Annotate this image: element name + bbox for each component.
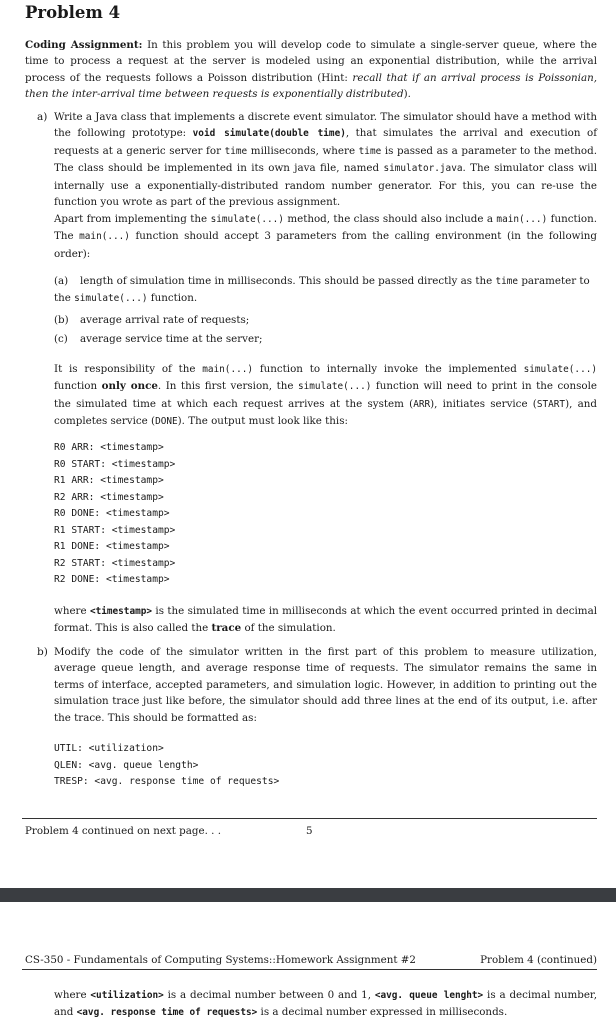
intro-hint: recall that if an arrival process is Poissonian, then the inter-arrival time between requests is exponentially distributed — [25, 71, 598, 101]
trace-line: R2 ARR: <timestamp> — [54, 491, 164, 503]
running-header-right: Problem 4 (continued) — [480, 954, 597, 966]
subitem-b: (b) average arrival rate of requests; — [54, 314, 250, 326]
trace-line: R1 DONE: <timestamp> — [54, 541, 170, 552]
page-separator — [0, 888, 616, 902]
trace-line: R2 START: <timestamp> — [54, 557, 176, 569]
intro-tail: ). — [403, 88, 411, 101]
part-a-paragraph-1: Write a Java class that implements a discrete event simulator. The simulator should have a method with the following prototype: void simulate(double time), that simulates the arrival and execution of requests at a generic server for time milliseconds, where time is passed as a parameter to the method. The class should be implemented in its own java file, named simulator.java. The simulator class will internally use a exponentially-distributed random number generator. For this, you can re-use the function you wrote as part of the previous assignment. — [54, 111, 598, 209]
continued-note: Problem 4 continued on next page. . . — [25, 825, 221, 837]
trace-line: R0 START: <timestamp> — [54, 458, 176, 470]
subitem-a: (a) length of simulation time in milliseconds. This should be passed directly as the time parameter to the simulate(...) function. — [54, 275, 590, 305]
header-rule — [22, 969, 597, 970]
intro-paragraph — [25, 37, 597, 103]
part-a-paragraph-3: It is responsibility of the main(...) function to internally invoke the implemented simulate(...) function only once. In this first version, the simulate(...) function will need to print in the console the simulated time at which each request arrives at the system (ARR), initiates service (START), and completes service (DONE). The output must look like this: — [54, 363, 597, 428]
part-a-label: a) — [37, 111, 48, 123]
page-2 — [0, 902, 616, 1024]
intro-text: In this problem you will develop code to simulate a single-server queue, where the time to process a request at the server is modeled using an exponential distribution, while the arrival process of the requests follows a Poisson distribution (Hint: — [25, 39, 597, 84]
footer-rule — [22, 818, 597, 819]
metrics-line: UTIL: <utilization> — [54, 743, 164, 754]
trace-line: R2 DONE: <timestamp> — [54, 574, 170, 585]
metrics-line: QLEN: <avg. queue length> — [54, 759, 199, 771]
intro-lead: Coding Assignment: — [25, 39, 143, 51]
trace-output-block — [54, 440, 175, 589]
part-b-paragraph: Modify the code of the simulator written in the first part of this problem to measure utilization, average queue length, and average response time of requests. The simulator remains the same in terms of interface, accepted parameters, and simulation logic. However, in addition to printing out the simulation trace just like before, the simulator should add three lines at the end of its output, i.e. after the trace. This should be formatted as: — [54, 646, 597, 724]
subitem-c: (c) average service time at the server; — [54, 333, 263, 345]
page-2-paragraph: where <utilization> is a decimal number between 0 and 1, <avg. queue lenght> is a decimal number, and <avg. response time of requests> is a decimal number expressed in milliseconds. — [54, 989, 597, 1019]
filename-code: simulator.java — [383, 163, 463, 175]
part-a-paragraph-2: Apart from implementing the simulate(...) method, the class should also include a main(...) function. The main(...) function should accept 3 parameters from the calling environment (in the following order): — [54, 213, 598, 260]
metrics-line: TRESP: <avg. response time of requests> — [54, 776, 280, 787]
problem-title: Problem 4 — [25, 3, 121, 22]
prototype-code: void simulate(double time) — [192, 128, 346, 140]
trace-line: R1 START: <timestamp> — [54, 524, 176, 536]
metrics-output-block — [54, 741, 279, 791]
trace-line: R0 ARR: <timestamp> — [54, 442, 164, 453]
trace-line: R1 ARR: <timestamp> — [54, 475, 164, 486]
part-a-paragraph-4: where <timestamp> is the simulated time in milliseconds at which the event occurred printed in decimal format. This is also called the trace of the simulation. — [54, 605, 597, 635]
running-header-left: CS-350 - Fundamentals of Computing Systems::Homework Assignment #2 — [25, 954, 416, 966]
part-b-label: b) — [37, 646, 48, 658]
page-number: 5 — [306, 825, 313, 837]
trace-line: R0 DONE: <timestamp> — [54, 508, 170, 519]
